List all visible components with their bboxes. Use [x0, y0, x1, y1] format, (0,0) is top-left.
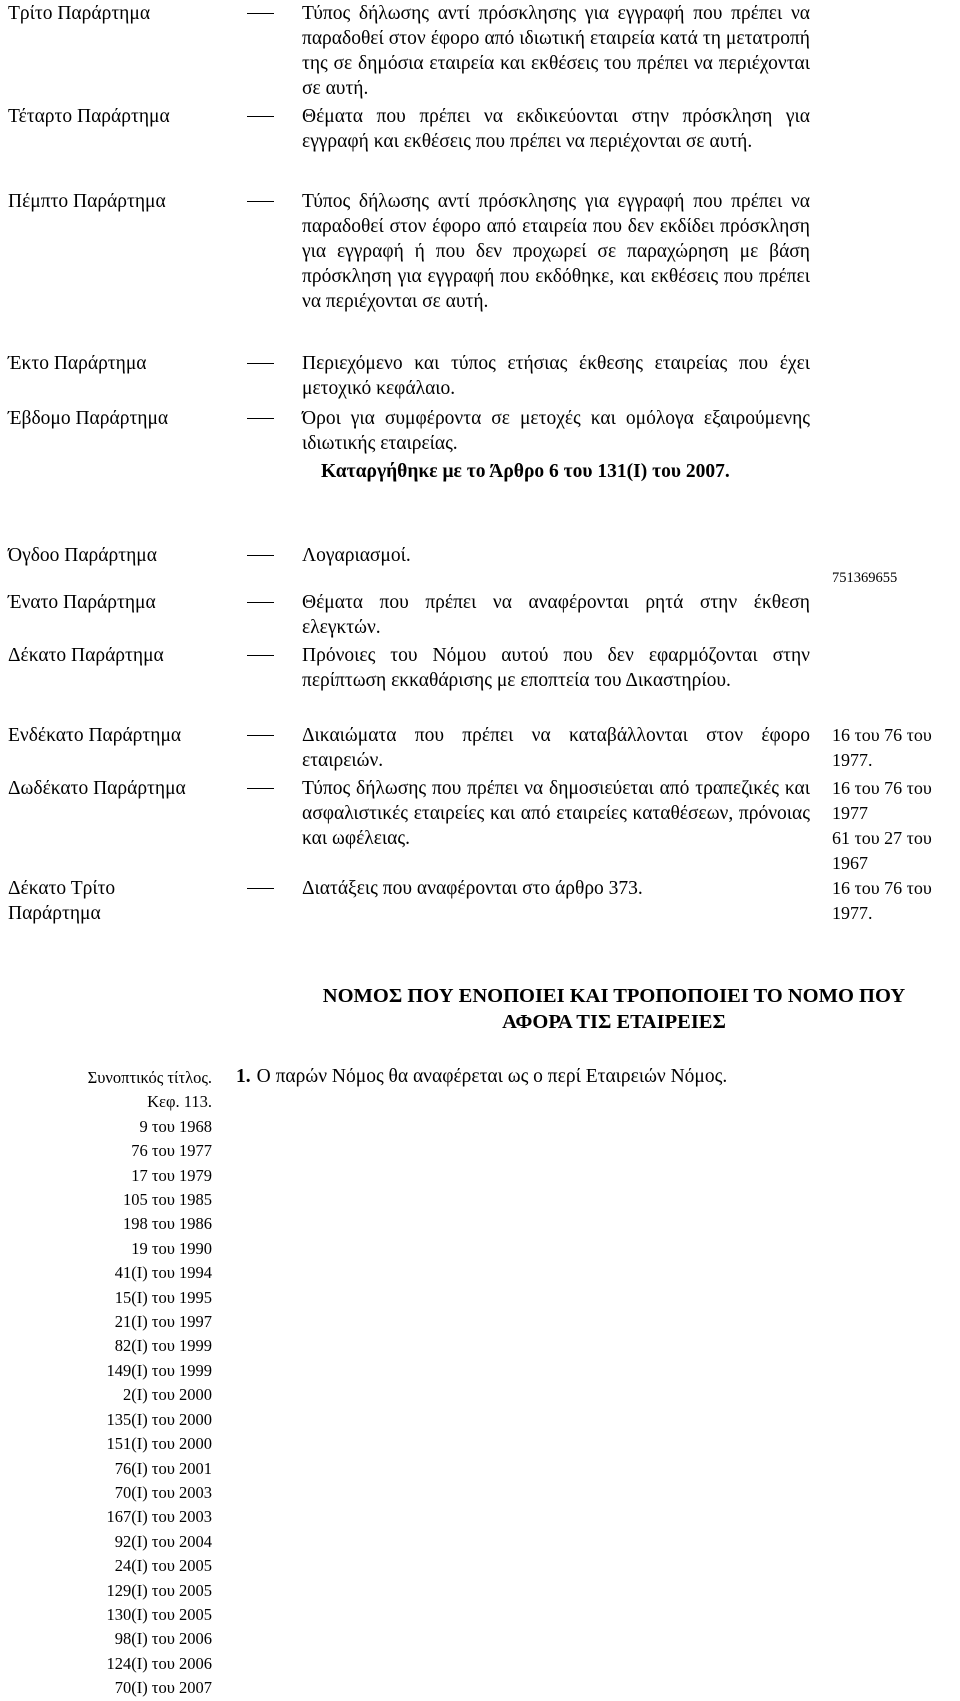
margin-reference: 16 του 76 του 1977.: [832, 725, 932, 770]
repeal-note: Καταργήθηκε με το Άρθρο 6 του 131(Ι) του 2007.: [321, 461, 730, 482]
annex-name: Όγδοο Παράρτημα: [8, 545, 157, 566]
annex-description: Λογαριασμοί.: [302, 545, 411, 566]
annex-name: Δέκατο Τρίτο Παράρτημα: [8, 878, 116, 924]
annex-name: Ένατο Παράρτημα: [8, 592, 156, 613]
side-note: 41(Ι) του 1994: [114, 1263, 212, 1283]
side-note: 70(Ι) του 2007: [114, 1678, 212, 1698]
side-note: 76 του 1977: [131, 1141, 212, 1161]
annex-description: Τύπος δήλωσης αντί πρόσκλησης για εγγραφή που πρέπει να παραδοθεί στον έφορο από εταιρεία που δεν εκδίδει πρόσκληση για εγγραφή ή που δεν προχωρεί σε παραχώρηση με βάση πρόσκληση για εγγραφή που εκδόθηκε, και εκθέσεις που πρέπει να περιέχονται σε αυτή.: [302, 191, 810, 312]
annex-description: Δικαιώματα που πρέπει να καταβάλλονται στον έφορο εταιρειών.: [302, 725, 810, 771]
annex-name: Δωδέκατο Παράρτημα: [8, 778, 186, 799]
side-note: Συνοπτικός τίτλος.: [87, 1068, 212, 1087]
annex-description: Θέματα που πρέπει να αναφέρονται ρητά στην έκθεση ελεγκτών.: [302, 592, 810, 638]
section-number: 1.: [236, 1066, 251, 1087]
annex-name: Τρίτο Παράρτημα: [8, 3, 151, 24]
annex-description: Περιεχόμενο και τύπος ετήσιας έκθεσης εταιρείας που έχει μετοχικό κεφάλαιο.: [302, 353, 810, 399]
annex-description: Θέματα που πρέπει να εκδικεύονται στην πρόσκληση για εγγραφή και εκθέσεις που πρέπει να περιέχονται σε αυτή.: [302, 106, 810, 152]
annex-dash: [247, 555, 274, 556]
side-note: 92(Ι) του 2004: [114, 1531, 212, 1551]
side-note: 98(Ι) του 2006: [114, 1629, 212, 1649]
annex-dash: [247, 418, 274, 419]
side-note: 151(Ι) του 2000: [106, 1434, 212, 1454]
annex-description-text: Όροι για συμφέροντα σε μετοχές και ομόλογα εξαιρούμενης ιδιωτικής εταιρείας.: [302, 408, 810, 454]
side-note: 76(Ι) του 2001: [114, 1458, 212, 1478]
side-note: 17 του 1979: [131, 1165, 212, 1185]
annex-dash: [247, 116, 274, 117]
annex-description: Πρόνοιες του Νόμου αυτού που δεν εφαρμόζονται στην περίπτωση εκκαθάρισης με εποπτεία του Δικαστηρίου.: [302, 645, 810, 691]
margin-reference: 751369655: [832, 570, 898, 586]
law-title: ΝΟΜΟΣ ΠΟΥ ΕΝΟΠΟΙΕΙ ΚΑΙ ΤΡΟΠΟΠΟΙΕΙ ΤΟ ΝΟΜΟ ΠΟΥ ΑΦΟΡΑ ΤΙΣ ΕΤΑΙΡΕΙΕΣ: [322, 985, 906, 1033]
side-note: 167(Ι) του 2003: [106, 1507, 212, 1527]
side-note: 70(Ι) του 2003: [114, 1482, 212, 1502]
annex-name: Δέκατο Παράρτημα: [8, 645, 164, 666]
annex-dash: [247, 602, 274, 603]
side-note: 198 του 1986: [122, 1214, 212, 1234]
annex-description: Τύπος δήλωσης αντί πρόσκλησης για εγγραφή που πρέπει να παραδοθεί στον έφορο από ιδιωτική εταιρεία κατά τη μετατροπή της σε δημόσια εταιρεία και εκθέσεις του πρέπει να περιέχονται σε αυτή.: [302, 3, 810, 99]
annex-name: Ενδέκατο Παράρτημα: [8, 725, 182, 746]
annex-dash: [247, 201, 274, 202]
side-note: 19 του 1990: [131, 1238, 212, 1258]
annex-dash: [247, 735, 274, 736]
annex-name: Έκτο Παράρτημα: [8, 353, 147, 374]
annex-name: Πέμπτο Παράρτημα: [8, 191, 166, 212]
side-note: 105 του 1985: [122, 1190, 212, 1210]
side-note: 24(Ι) του 2005: [114, 1556, 212, 1576]
side-note: 135(Ι) του 2000: [106, 1409, 212, 1429]
side-note: 2(Ι) του 2000: [122, 1385, 212, 1405]
section-text: Ο παρών Νόμος θα αναφέρεται ως ο περί Εταιρειών Νόμος.: [256, 1066, 728, 1087]
annex-name: Τέταρτο Παράρτημα: [8, 106, 170, 127]
annex-dash: [247, 655, 274, 656]
side-note: 124(Ι) του 2006: [106, 1653, 212, 1673]
annex-name: Έβδομο Παράρτημα: [8, 408, 169, 429]
side-note: 130(Ι) του 2005: [106, 1604, 212, 1624]
side-note: Κεφ. 113.: [147, 1092, 212, 1112]
side-notes: [8, 1066, 212, 1701]
margin-reference: 16 του 76 του 1977.: [832, 878, 932, 923]
annex-dash: [247, 363, 274, 364]
annex-description: [302, 406, 810, 484]
side-note: 149(Ι) του 1999: [106, 1360, 212, 1380]
annex-description: Τύπος δήλωσης που πρέπει να δημοσιεύεται από τραπεζικές και ασφαλιστικές εταιρείες και από εταιρείες καταθέσεων, πρόνοιας και ωφέλειας.: [302, 778, 810, 849]
annex-description: Διατάξεις που αναφέρονται στο άρθρο 373.: [302, 878, 643, 899]
side-note: 129(Ι) του 2005: [106, 1580, 212, 1600]
margin-reference: 16 του 76 του 1977: [832, 778, 932, 823]
annex-dash: [247, 788, 274, 789]
side-note: 21(Ι) του 1997: [114, 1312, 212, 1332]
annex-dash: [247, 13, 274, 14]
side-note: 9 του 1968: [139, 1116, 212, 1136]
annex-dash: [247, 888, 274, 889]
side-note: 15(Ι) του 1995: [114, 1287, 212, 1307]
margin-reference: 61 του 27 του 1967: [832, 828, 932, 873]
section-1: [236, 1064, 936, 1089]
side-note: 82(Ι) του 1999: [114, 1336, 212, 1356]
